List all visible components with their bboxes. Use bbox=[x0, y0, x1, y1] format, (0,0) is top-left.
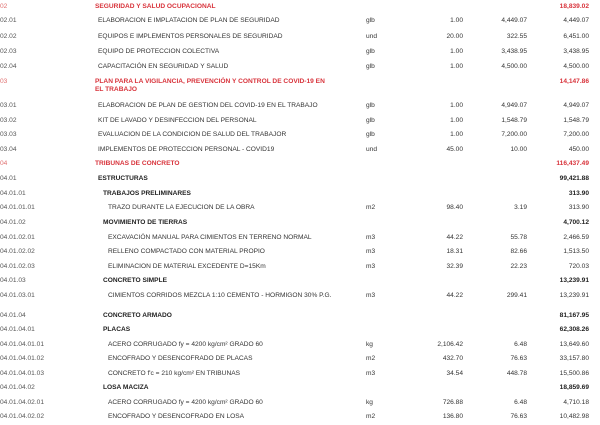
cell-price: 4,500.00 bbox=[501, 63, 527, 70]
table-row bbox=[0, 48, 600, 60]
cell-desc: ACERO CORRUGADO fy = 4200 kg/cm² GRADO 60 bbox=[108, 399, 263, 406]
cell-qty: 2,106.42 bbox=[437, 341, 463, 348]
cell-total: 6,451.00 bbox=[563, 33, 589, 40]
cell-price: 4,949.07 bbox=[501, 102, 527, 109]
cell-code: 04.01.02.02 bbox=[0, 248, 35, 255]
cell-code: 04.01.01 bbox=[0, 190, 26, 197]
cell-total: 4,949.07 bbox=[563, 102, 589, 109]
cell-desc: PLAN PARA LA VIGILANCIA, PREVENCIÓN Y CONTROL DE COVID-19 EN EL TRABAJO bbox=[95, 78, 325, 93]
cell-code: 02.01 bbox=[0, 17, 17, 24]
cell-desc: EVALUACION DE LA CONDICION DE SALUD DEL TRABAJOR bbox=[98, 131, 287, 138]
cell-price: 299.41 bbox=[506, 292, 527, 299]
cell-price: 4,449.07 bbox=[501, 17, 527, 24]
table-row bbox=[0, 146, 600, 158]
cell-unit: kg bbox=[366, 341, 373, 348]
table-row bbox=[0, 131, 600, 143]
table-row bbox=[0, 160, 600, 172]
cell-desc: CONCRETO ARMADO bbox=[103, 312, 172, 319]
cell-desc: CONCRETO f'c = 210 kg/cm² EN TRIBUNAS bbox=[108, 370, 241, 377]
table-row bbox=[0, 326, 600, 338]
cell-price: 3.19 bbox=[514, 204, 527, 211]
cell-desc: TRIBUNAS DE CONCRETO bbox=[95, 160, 180, 167]
table-row bbox=[0, 17, 600, 29]
cell-code: 03 bbox=[0, 78, 8, 85]
cell-price: 3,438.95 bbox=[501, 48, 527, 55]
table-row bbox=[0, 413, 600, 425]
table-row bbox=[0, 190, 600, 202]
cell-code: 02.02 bbox=[0, 33, 17, 40]
cell-code: 04.01.02.03 bbox=[0, 263, 35, 270]
cell-code: 04.01.02 bbox=[0, 219, 26, 226]
cell-total: 14,147.86 bbox=[559, 78, 589, 85]
cell-price: 76.63 bbox=[510, 355, 527, 362]
cell-desc: CAPACITACIÓN EN SEGURIDAD Y SALUD bbox=[98, 63, 229, 70]
table-row bbox=[0, 3, 600, 15]
cell-unit: m3 bbox=[366, 234, 376, 241]
cell-code: 02.03 bbox=[0, 48, 17, 55]
cell-qty: 45.00 bbox=[446, 146, 463, 153]
cell-total: 13,649.60 bbox=[559, 341, 589, 348]
cell-qty: 432.70 bbox=[442, 355, 463, 362]
cell-desc: EQUIPOS E IMPLEMENTOS PERSONALES DE SEGURIDAD bbox=[98, 33, 283, 40]
cell-total: 13,239.91 bbox=[559, 292, 589, 299]
cell-qty: 98.40 bbox=[446, 204, 463, 211]
table-row bbox=[0, 204, 600, 216]
cell-total: 1,548.79 bbox=[563, 117, 589, 124]
cell-desc: IMPLEMENTOS DE PROTECCION PERSONAL - COVID19 bbox=[98, 146, 275, 153]
cell-total: 3,438.95 bbox=[563, 48, 589, 55]
cell-total: 33,157.80 bbox=[559, 355, 589, 362]
cell-code: 03.03 bbox=[0, 131, 17, 138]
cell-total: 116,437.49 bbox=[556, 160, 589, 167]
cell-total: 13,239.91 bbox=[559, 277, 589, 284]
cell-code: 04.01.04.01.01 bbox=[0, 341, 44, 348]
cell-total: 18,839.02 bbox=[559, 3, 589, 10]
cell-price: 82.66 bbox=[510, 248, 527, 255]
cell-code: 04.01.04.01.02 bbox=[0, 355, 44, 362]
cell-total: 81,167.95 bbox=[559, 312, 589, 319]
table-row bbox=[0, 78, 600, 93]
cell-qty: 1.00 bbox=[450, 48, 463, 55]
cell-code: 04 bbox=[0, 160, 8, 167]
cell-desc: LOSA MACIZA bbox=[103, 384, 149, 391]
cell-code: 04.01.03 bbox=[0, 277, 26, 284]
table-row bbox=[0, 312, 600, 324]
cell-code: 04.01.04.01.03 bbox=[0, 370, 44, 377]
cell-desc: ELIMINACION DE MATERIAL EXCEDENTE D=15Km bbox=[108, 263, 266, 270]
cell-unit: m2 bbox=[366, 204, 376, 211]
cell-code: 04.01.04.01 bbox=[0, 326, 35, 333]
cell-qty: 1.00 bbox=[450, 102, 463, 109]
cell-total: 15,500.86 bbox=[559, 370, 589, 377]
cell-unit: m2 bbox=[366, 355, 376, 362]
cell-total: 4,710.18 bbox=[563, 399, 589, 406]
cell-code: 04.01.04.02.02 bbox=[0, 413, 44, 420]
cell-qty: 1.00 bbox=[450, 17, 463, 24]
cell-unit: m3 bbox=[366, 370, 376, 377]
cell-desc: PLACAS bbox=[103, 326, 131, 333]
cell-price: 6.48 bbox=[514, 341, 527, 348]
cell-unit: m3 bbox=[366, 263, 376, 270]
cell-total: 7,200.00 bbox=[563, 131, 589, 138]
cell-price: 6.48 bbox=[514, 399, 527, 406]
table-row bbox=[0, 277, 600, 289]
cell-code: 04.01.03.01 bbox=[0, 292, 35, 299]
cell-unit: und bbox=[366, 146, 378, 153]
cell-code: 04.01.01.01 bbox=[0, 204, 35, 211]
cell-price: 55.78 bbox=[510, 234, 527, 241]
cell-unit: glb bbox=[366, 131, 375, 138]
cell-total: 2,466.59 bbox=[563, 234, 589, 241]
cell-total: 99,421.88 bbox=[559, 175, 589, 182]
table-row bbox=[0, 370, 600, 382]
cell-unit: und bbox=[366, 33, 378, 40]
cell-desc: MOVIMIENTO DE TIERRAS bbox=[103, 219, 188, 226]
cell-qty: 44.22 bbox=[446, 292, 463, 299]
cell-qty: 1.00 bbox=[450, 117, 463, 124]
cell-code: 04.01.04.02 bbox=[0, 384, 35, 391]
cell-qty: 726.88 bbox=[442, 399, 463, 406]
table-row bbox=[0, 175, 600, 187]
cell-desc: ESTRUCTURAS bbox=[98, 175, 148, 182]
cell-desc: EQUIPO DE PROTECCION COLECTIVA bbox=[98, 48, 220, 55]
table-row bbox=[0, 33, 600, 45]
cell-price: 22.23 bbox=[510, 263, 527, 270]
cell-total: 313.90 bbox=[568, 190, 589, 197]
cell-desc: TRABAJOS PRELIMINARES bbox=[103, 190, 191, 197]
cell-total: 62,308.26 bbox=[559, 326, 589, 333]
cell-unit: glb bbox=[366, 63, 375, 70]
cell-desc: CIMIENTOS CORRIDOS MEZCLA 1:10 CEMENTO - HORMIGON 30% P.G. bbox=[108, 292, 332, 299]
cell-unit: glb bbox=[366, 17, 375, 24]
cell-unit: glb bbox=[366, 48, 375, 55]
cell-qty: 1.00 bbox=[450, 63, 463, 70]
cell-desc: CONCRETO SIMPLE bbox=[103, 277, 167, 284]
cell-code: 04.01.04 bbox=[0, 312, 26, 319]
cell-qty: 20.00 bbox=[446, 33, 463, 40]
cell-desc: ACERO CORRUGADO fy = 4200 kg/cm² GRADO 60 bbox=[108, 341, 263, 348]
cell-unit: m2 bbox=[366, 413, 376, 420]
cell-total: 4,700.12 bbox=[563, 219, 589, 226]
cell-price: 322.55 bbox=[506, 33, 527, 40]
table-row bbox=[0, 355, 600, 367]
cell-code: 03.04 bbox=[0, 146, 17, 153]
cell-desc: ELABORACION E IMPLATACION DE PLAN DE SEGURIDAD bbox=[98, 17, 280, 24]
cell-code: 02.04 bbox=[0, 63, 17, 70]
table-row bbox=[0, 399, 600, 411]
table-row bbox=[0, 102, 600, 114]
cell-total: 1,513.50 bbox=[563, 248, 589, 255]
table-row bbox=[0, 263, 600, 275]
table-row bbox=[0, 292, 600, 304]
table-row bbox=[0, 219, 600, 231]
cell-desc: SEGURIDAD Y SALUD OCUPACIONAL bbox=[95, 3, 216, 10]
cell-desc: ELABORACION DE PLAN DE GESTION DEL COVID-19 EN EL TRABAJO bbox=[98, 102, 318, 109]
cell-code: 02 bbox=[0, 3, 8, 10]
table-row bbox=[0, 63, 600, 75]
cell-desc: ENCOFRADO Y DESENCOFRADO EN LOSA bbox=[108, 413, 245, 420]
cell-total: 450.00 bbox=[568, 146, 589, 153]
cell-qty: 1.00 bbox=[450, 131, 463, 138]
cell-total: 4,500.00 bbox=[563, 63, 589, 70]
cell-total: 4,449.07 bbox=[563, 17, 589, 24]
table-row bbox=[0, 384, 600, 396]
cell-unit: m3 bbox=[366, 248, 376, 255]
cell-code: 04.01.02.01 bbox=[0, 234, 35, 241]
cell-total: 18,859.69 bbox=[559, 384, 589, 391]
cell-unit: glb bbox=[366, 117, 375, 124]
cell-price: 448.78 bbox=[506, 370, 527, 377]
cell-price: 10.00 bbox=[510, 146, 527, 153]
cell-unit: m3 bbox=[366, 292, 376, 299]
table-row bbox=[0, 248, 600, 260]
cell-desc: EXCAVACIÓN MANUAL PARA CIMIENTOS EN TERRENO NORMAL bbox=[108, 234, 312, 241]
cell-code: 03.02 bbox=[0, 117, 17, 124]
cell-unit: kg bbox=[366, 399, 373, 406]
cell-unit: glb bbox=[366, 102, 375, 109]
cell-total: 313.90 bbox=[568, 204, 589, 211]
cell-qty: 18.31 bbox=[446, 248, 463, 255]
cell-qty: 44.22 bbox=[446, 234, 463, 241]
table-row bbox=[0, 117, 600, 129]
cell-code: 03.01 bbox=[0, 102, 17, 109]
cell-desc: KIT DE LAVADO Y DESINFECCION DEL PERSONAL bbox=[98, 117, 257, 124]
cell-price: 7,200.00 bbox=[501, 131, 527, 138]
cell-qty: 136.80 bbox=[442, 413, 463, 420]
cell-code: 04.01.04.02.01 bbox=[0, 399, 44, 406]
table-row bbox=[0, 234, 600, 246]
cell-desc: TRAZO DURANTE LA EJECUCION DE LA OBRA bbox=[108, 204, 255, 211]
cell-price: 76.63 bbox=[510, 413, 527, 420]
table-row bbox=[0, 341, 600, 353]
cell-total: 720.03 bbox=[568, 263, 589, 270]
cell-total: 10,482.98 bbox=[559, 413, 589, 420]
cell-desc: ENCOFRADO Y DESENCOFRADO DE PLACAS bbox=[108, 355, 253, 362]
cell-price: 1,548.79 bbox=[501, 117, 527, 124]
cell-desc: RELLENO COMPACTADO CON MATERIAL PROPIO bbox=[108, 248, 265, 255]
cell-code: 04.01 bbox=[0, 175, 17, 182]
cell-qty: 34.54 bbox=[446, 370, 463, 377]
cell-qty: 32.39 bbox=[446, 263, 463, 270]
